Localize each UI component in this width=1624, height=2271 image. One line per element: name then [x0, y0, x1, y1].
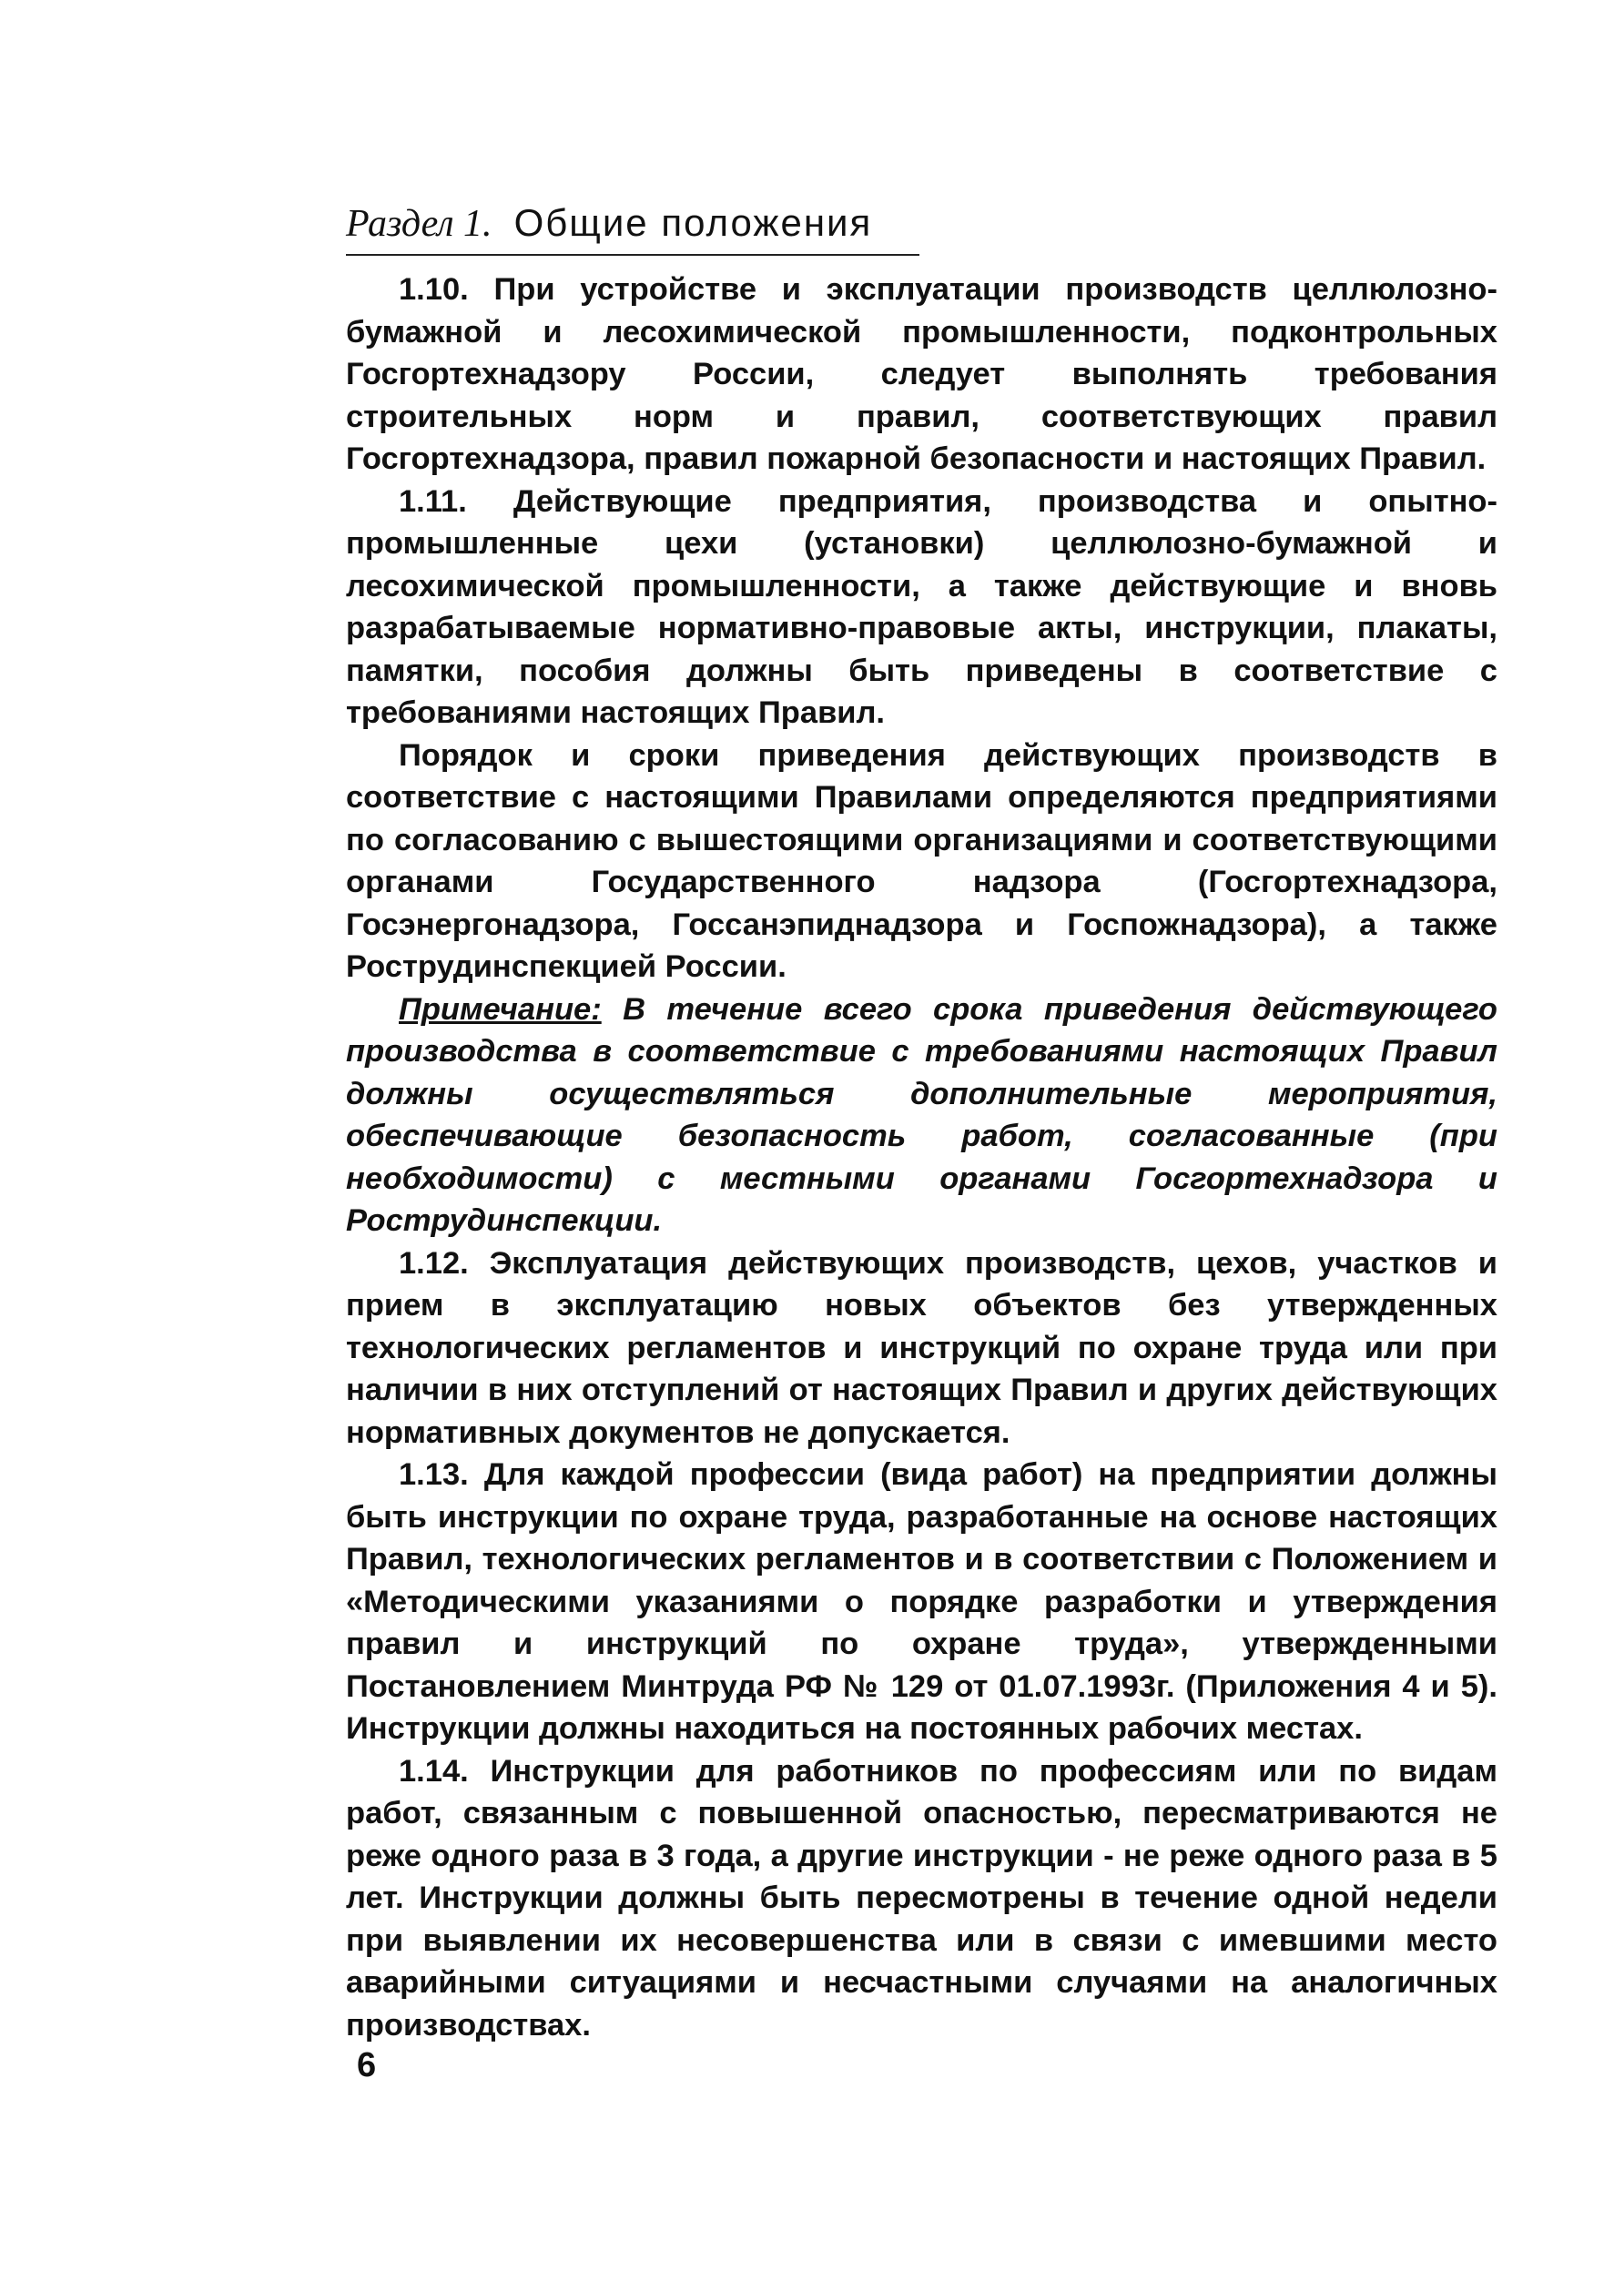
- paragraph-1-10: 1.10. При устройстве и эксплуатации производств целлюлозно-бумажной и лесохимической промышленности, подконтрольных Госгортехнадзору России, следует выполнять требования строительных норм и правил, соответствующих правил Госгортехнадзора, правил пожарной безопасности и настоящих Правил.: [346, 272, 1497, 477]
- paragraph-procedure: Порядок и сроки приведения действующих производств в соответствие с настоящими Правилами определяются предприятиями по согласованию с вышестоящими организациями и соответствующими органами Государственного надзора (Госгортехнадзора, Госэнергонадзора, Госсанэпиднадзора и Госпожнадзора), а также Рострудинспекцией России.: [346, 737, 1497, 985]
- body-text: [346, 269, 1497, 2046]
- running-header: [346, 202, 1497, 254]
- document-page: [346, 202, 1497, 2046]
- header-rule: [346, 254, 919, 256]
- note-label: Примечание:: [399, 991, 602, 1027]
- section-label: Раздел 1.: [346, 203, 492, 245]
- section-title: Общие положения: [513, 201, 873, 244]
- page-number: 6: [357, 2046, 377, 2084]
- paragraph-1-14: 1.14. Инструкции для работников по профессиям или по видам работ, связанным с повышенной опасностью, пересматриваются не реже одного раза в 3 года, а другие инструкции - не реже одного раза в 5 лет. Инструкции должны быть пересмотрены в течение одной недели при выявлении их несовершенства или в связи с имевшими место аварийными ситуациями и несчастными случаями на аналогичных производствах.: [346, 1753, 1497, 2043]
- paragraph-1-11: 1.11. Действующие предприятия, производства и опытно-промышленные цехи (установки) целлюлозно-бумажной и лесохимической промышленности, а также действующие и вновь разрабатываемые нормативно-правовые акты, инструкции, плакаты, памятки, пособия должны быть приведены в соответствие с требованиями настоящих Правил.: [346, 483, 1497, 731]
- paragraph-1-12: 1.12. Эксплуатация действующих производств, цехов, участков и прием в эксплуатацию новых объектов без утвержденных технологических регламентов и инструкций по охране труда или при наличии в них отступлений от настоящих Правил и других действующих нормативных документов не допускается.: [346, 1245, 1497, 1450]
- paragraph-1-13: 1.13. Для каждой профессии (вида работ) на предприятии должны быть инструкции по охране труда, разработанные на основе настоящих Правил, технологических регламентов и в соответствии с Положением и «Методическими указаниями о порядке разработки и утверждения правил и инструкций по охране труда», утвержденными Постановлением Минтруда РФ № 129 от 01.07.1993г. (Приложения 4 и 5). Инструкции должны находиться на постоянных рабочих местах.: [346, 1457, 1497, 1747]
- note-paragraph: [346, 988, 1497, 1242]
- note-text: В течение всего срока приведения действующего производства в соответствие с требованиями настоящих Правил должны осуществляться дополнительные мероприятия, обеспечивающие безопасность работ, согласованные (при необходимости) с местными органами Госгортехнадзора и Рострудинспекции.: [346, 991, 1497, 1239]
